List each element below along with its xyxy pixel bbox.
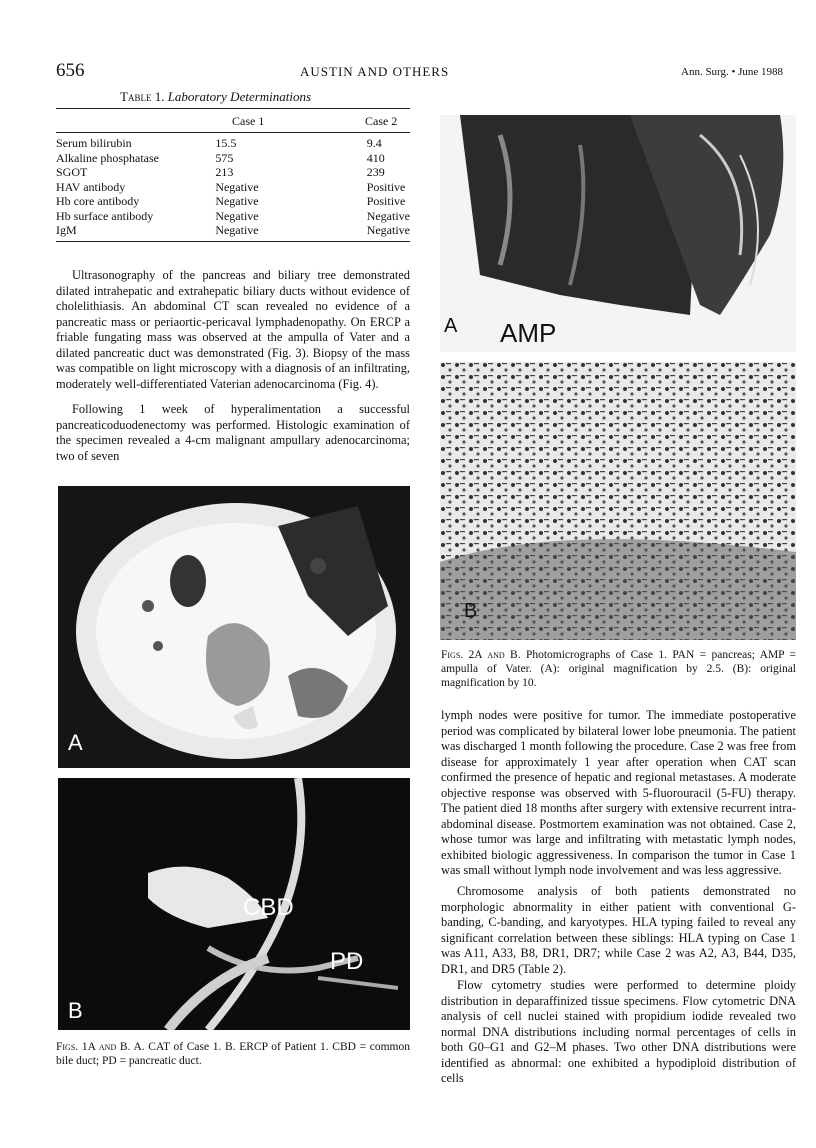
row-case2: Negative <box>366 208 410 223</box>
table-row <box>56 165 410 180</box>
label-amp: AMP <box>500 318 557 348</box>
row-case2: 9.4 <box>366 136 382 150</box>
table-row <box>56 209 410 224</box>
row-name: Serum bilirubin <box>56 136 132 150</box>
label-cbd: CBD <box>243 894 294 921</box>
row-case1: 15.5 <box>215 136 237 150</box>
row-name: HAV antibody <box>56 179 126 194</box>
row-case1: 213 <box>215 165 234 179</box>
row-case1: 575 <box>215 150 234 165</box>
paragraph-hyperalimentation: Following 1 week of hyperalimentation a successful pancreaticoduodenectomy was performed. Histologic examination of the specimen revealed a 4-cm malignant ampullary adenocarcinoma; two of seven <box>56 402 410 463</box>
row-name: Hb core antibody <box>56 194 140 208</box>
figure-2a-label: A <box>444 315 458 337</box>
table-col-case2: Case 2 <box>365 114 398 128</box>
table-title-text: Laboratory Determinations <box>167 89 312 104</box>
journal-citation: Ann. Surg. • June 1988 <box>681 66 784 78</box>
row-case2: Positive <box>366 194 406 208</box>
lab-table <box>56 136 410 238</box>
figure-1-caption <box>56 1040 410 1068</box>
label-pd: PD <box>330 948 364 975</box>
row-case2: Positive <box>366 179 406 194</box>
figure-1a-cat-scan <box>58 486 410 768</box>
table-title <box>120 89 311 105</box>
figure-1a-label: A <box>68 730 83 755</box>
row-case1: Negative <box>215 208 259 223</box>
running-title: AUSTIN AND OTHERS <box>300 64 450 79</box>
table-header-rule <box>56 132 410 133</box>
figure-1b-ercp <box>58 778 410 1030</box>
photomicrograph-b-image <box>440 362 796 640</box>
row-case2: Negative <box>366 223 410 237</box>
figure-2b-label: B <box>464 600 478 622</box>
paragraph-lymph-nodes: lymph nodes were positive for tumor. The immediate postoperative period was complicated by bilateral lower lobe pneumonia. The patient was discharged 1 month following the procedure. Case 2 was free from disease for approximately 1 year after operation when CAT scan confirmed the presence of hepatic and regional metastases. A moderate objective response was observed with 5-fluorouracil (5-FU) therapy. The patient died 18 months after surgery with extensive recurrent intra-abdominal disease. Postmortem examination was not obtained. Case 2, whose tumor was large and infiltrating with metastatic lymph nodes, exhibited biologic aggressiveness. In comparison the tumor in Case 1 was small without lymph node involvement and was less aggressive. <box>441 708 796 877</box>
row-name: Hb surface antibody <box>56 208 154 223</box>
photomicrograph-a-image <box>440 115 796 352</box>
ercp-image <box>58 778 410 1030</box>
paragraph-flow-cytometry: Flow cytometry studies were performed to determine ploidy distribution in deparaffinized tissue specimens. Flow cytometric DNA analysis of cell nuclei stained with propidium iodide revealed two normal DNA distributions including normal percentages of cells in both G0–G1 and G2–M phases. Two other DNA distributions were identified as abnormal: one exhibited a hypodiploid distribution of cells <box>441 978 796 1085</box>
table-row <box>56 151 410 166</box>
cat-scan-image <box>58 486 410 768</box>
row-case2: 410 <box>366 150 385 165</box>
figure-2a-photomicrograph <box>440 115 796 352</box>
table-col-case1: Case 1 <box>232 114 265 128</box>
page-number: 656 <box>56 60 85 81</box>
paragraph-chromosome: Chromosome analysis of both patients demonstrated no morphologic abnormality in either patient with conventional G-banding, C-banding, and karyotypes. HLA typing failed to reveal any significant correlation between these siblings: HLA typing on Case 1 was A11, A33, B8, DR1, DR7; while Case 2 was A2, A3, B44, D35, DR1, and DR5 (Table 2). <box>441 884 796 976</box>
row-case1: Negative <box>215 179 259 194</box>
table-row <box>56 194 410 209</box>
row-case2: 239 <box>366 165 385 179</box>
table-title-label: Table 1. <box>120 89 165 104</box>
figure-2-caption-text: Photomicrographs of Case 1. PAN = pancreas; AMP = ampulla of Vater. (A): original magnification by 2.5. (B): original magnification by 10. <box>441 649 796 689</box>
figure-2-caption <box>441 648 796 690</box>
figure-1-caption-lead: Figs. 1A and B. <box>56 1041 131 1053</box>
figure-2-caption-lead: Figs. 2A and B. <box>441 649 521 661</box>
row-name: SGOT <box>56 165 88 179</box>
paragraph-ultrasonography: Ultrasonography of the pancreas and biliary tree demonstrated dilated intrahepatic and extrahepatic biliary ducts without evidence of cholelithiasis. An abdominal CT scan revealed no evidence of a pancreatic mass or periaortic-pericaval lymphadenopathy. On ERCP a friable fungating mass was observed at the ampulla of Vater and a dilated pancreatic duct was demonstrated (Fig. 3). Biopsy of the mass was compatible on light microscopy with a diagnosis of an infiltrating, moderately well-differentiated Vaterian adenocarcinoma (Fig. 4). <box>56 268 410 391</box>
row-name: Alkaline phosphatase <box>56 150 159 165</box>
row-name: IgM <box>56 223 77 237</box>
row-case1: Negative <box>215 223 259 237</box>
table-row <box>56 136 410 151</box>
table-row <box>56 180 410 195</box>
figure-1b-label: B <box>68 998 83 1023</box>
figure-1-caption-text: A. CAT of Case 1. B. ERCP of Patient 1. CBD = common bile duct; PD = pancreatic duct. <box>56 1041 410 1067</box>
table-top-rule <box>56 108 410 109</box>
row-case1: Negative <box>215 194 259 208</box>
figure-2b-photomicrograph <box>440 362 796 640</box>
table-row <box>56 223 410 238</box>
table-bottom-rule <box>56 241 410 242</box>
